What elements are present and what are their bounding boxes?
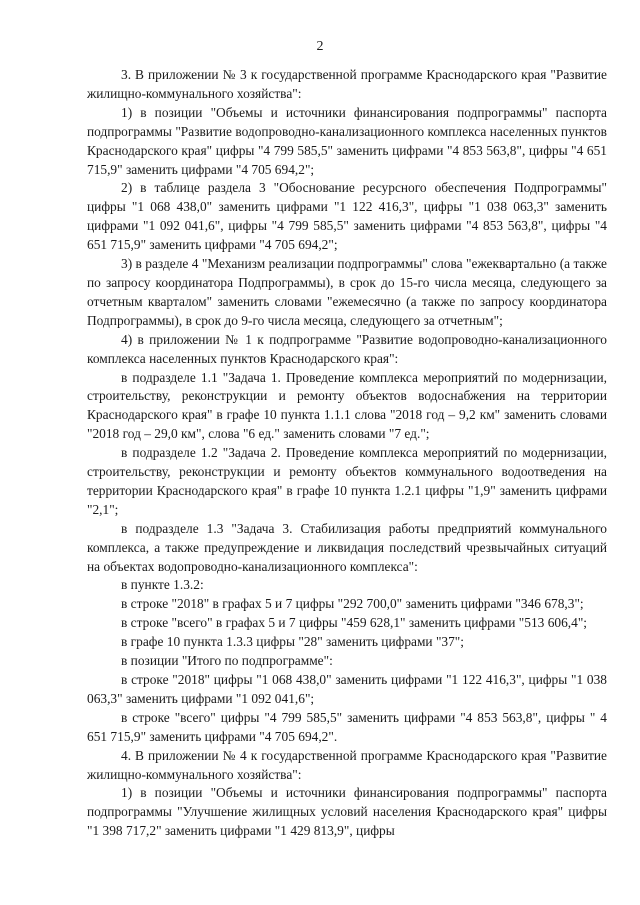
paragraph: в строке "всего" в графах 5 и 7 цифры "459 628,1" заменить цифрами "513 606,4"; [121, 615, 588, 631]
paragraph: 1) в позиции "Объемы и источники финансирования подпрограммы" паспорта подпрограммы "Развитие водопроводно-канализационного комплекса населенных пунктов Краснодарского края" цифры "4 799 585,5" заменить цифрами "4 853 563,8", цифры "4 651 715,9" заменить цифрами "4 705 694,2"; [87, 104, 607, 177]
paragraph: в строке "2018" в графах 5 и 7 цифры "292 700,0" заменить цифрами "346 678,3"; [121, 596, 584, 612]
paragraph: в подразделе 1.2 "Задача 2. Проведение комплекса мероприятий по модернизации, строительству, реконструкции и ремонту объектов коммунального водоотведения на территории Краснодарского края" в графе 10 пункта 1.2.1 цифры "1,9" заменить цифрами "2,1"; [87, 445, 607, 517]
paragraph: в подразделе 1.1 "Задача 1. Проведение комплекса мероприятий по модернизации, строительству, реконструкции и ремонту объектов водоснабжения на территории Краснодарского края" в графе 10 пункта 1.1.1 слова "2018 год – 9,2 км" заменить словами "2018 год – 29,0 км", слова "6 ед." заменить словами "7 ед."; [87, 369, 607, 442]
page-number: 2 [316, 39, 324, 54]
paragraph: в пункте 1.3.2: [121, 577, 204, 593]
paragraph: в подразделе 1.3 "Задача 3. Стабилизация работы предприятий коммунального комплекса, а также предупреждение и ликвидация последствий чрезвычайных ситуаций на объектах водопроводно-канализационного комплекса": [87, 520, 607, 574]
paragraph: 3) в разделе 4 "Механизм реализации подпрограммы" слова "ежеквартально (а также по запросу координатора Подпрограммы), в срок до 15-го числа месяца, следующего за отчетным кварталом" заменить словами "ежемесячно (а также по запросу координатора Подпрограммы), в срок до 9-го числа месяца, следующего за отчетным"; [87, 256, 607, 328]
paragraph: в позиции "Итого по подпрограмме": [121, 653, 333, 669]
paragraph: 2) в таблице раздела 3 "Обоснование ресурсного обеспечения Подпрограммы" цифры "1 068 438,0" заменить цифрами "1 122 416,3", цифры "1 038 063,3" заменить цифрами "1 092 041,6", цифры "4 799 585,5" заменить цифрами "4 853 563,8", цифры "4 651 715,9" заменить цифрами "4 705 694,2"; [87, 180, 607, 253]
paragraph: в строке "2018" цифры "1 068 438,0" заменить цифрами "1 122 416,3", цифры "1 038 063,3" заменить цифрами "1 092 041,6"; [87, 672, 607, 706]
document-body [87, 66, 607, 841]
paragraph: 3. В приложении № 3 к государственной программе Краснодарского края "Развитие жилищно-коммунального хозяйства": [87, 67, 607, 101]
paragraph: в графе 10 пункта 1.3.3 цифры "28" заменить цифрами "37"; [121, 634, 464, 650]
paragraph: 4. В приложении № 4 к государственной программе Краснодарского края "Развитие жилищно-коммунального хозяйства": [87, 747, 607, 782]
paragraph: в строке "всего" цифры "4 799 585,5" заменить цифрами "4 853 563,8", цифры " 4 651 715,9" заменить цифрами "4 705 694,2". [87, 709, 607, 744]
paragraph: 4) в приложении № 1 к подпрограмме "Развитие водопроводно-канализационного комплекса населенных пунктов Краснодарского края": [87, 331, 607, 366]
paragraph: 1) в позиции "Объемы и источники финансирования подпрограммы" паспорта подпрограммы "Улучшение жилищных условий населения Краснодарского края" цифры "1 398 717,2" заменить цифрами "1 429 813,9", цифры [87, 785, 607, 839]
